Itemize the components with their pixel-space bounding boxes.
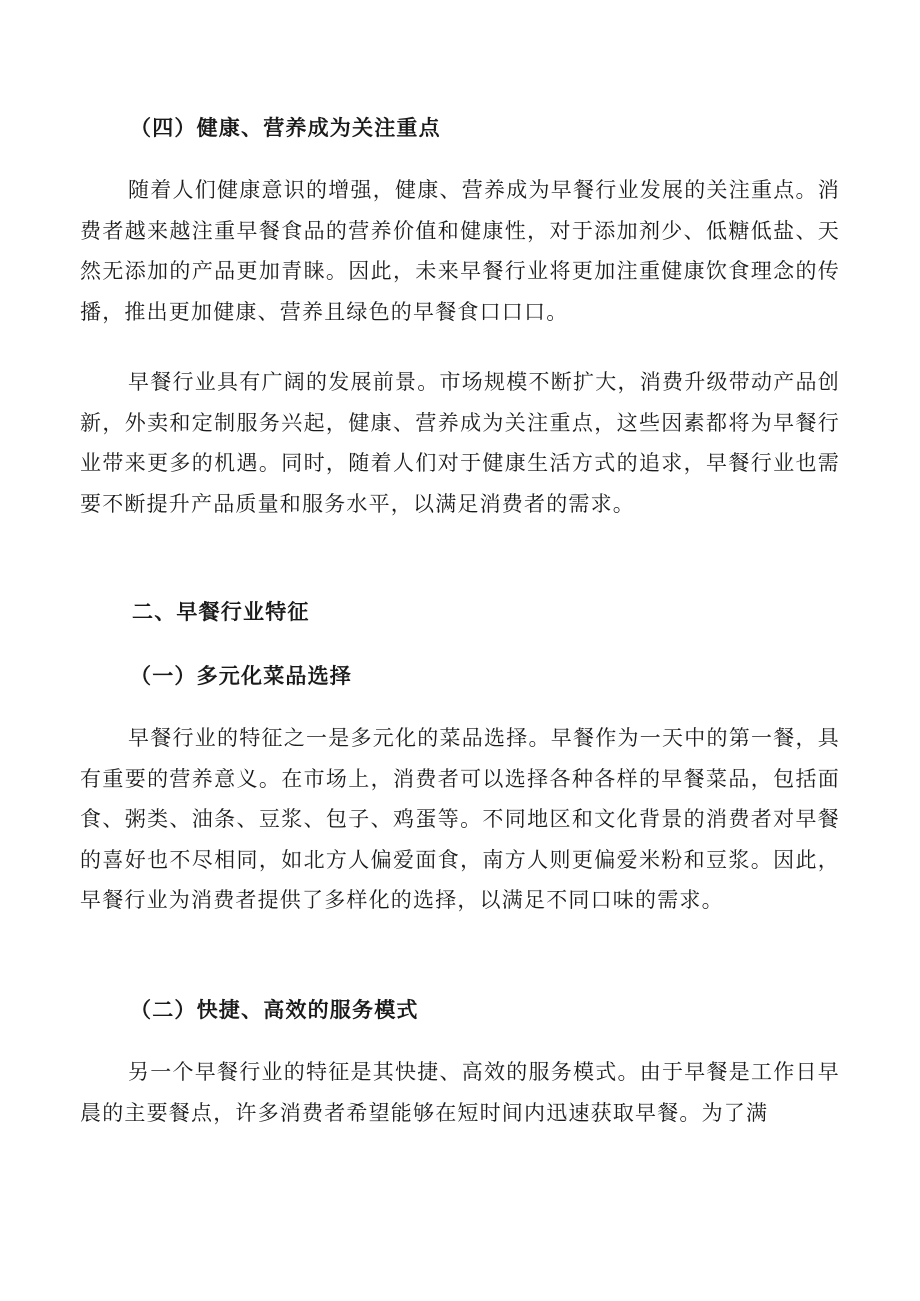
paragraph-industry-prospects: 早餐行业具有广阔的发展前景。市场规模不断扩大，消费升级带动产品创新，外卖和定制服务兴起，健康、营养成为关注重点，这些因素都将为早餐行业带来更多的机遇。同时，随着人们对于健康生活方式的追求，早餐行业也需要不断提升产品质量和服务水平，以满足消费者的需求。	[80, 370, 840, 516]
section-heading-fast-service: （二）快捷、高效的服务模式	[130, 997, 419, 1022]
paragraph-health-awareness: 随着人们健康意识的增强，健康、营养成为早餐行业发展的关注重点。消费者越来越注重早餐食品的营养价值和健康性，对于添加剂少、低糖低盐、天然无添加的产品更加青睐。因此，未来早餐行业将更加注重健康饮食理念的传播，推出更加健康、营养且绿色的早餐食口口口。	[80, 178, 840, 324]
paragraph-fast-service: 另一个早餐行业的特征是其快捷、高效的服务模式。由于早餐是工作日早晨的主要餐点，许多消费者希望能够在短时间内迅速获取早餐。为了满	[80, 1060, 840, 1125]
chapter-heading-industry-features: 二、早餐行业特征	[132, 599, 310, 624]
section-heading-diverse-menu: （一）多元化菜品选择	[130, 663, 352, 688]
paragraph-diverse-menu: 早餐行业的特征之一是多元化的菜品选择。早餐作为一天中的第一餐，具有重要的营养意义。在市场上，消费者可以选择各种各样的早餐菜品，包括面食、粥类、油条、豆浆、包子、鸡蛋等。不同地区和文化背景的消费者对早餐的喜好也不尽相同，如北方人偏爱面食，南方人则更偏爱米粉和豆浆。因此，早餐行业为消费者提供了多样化的选择，以满足不同口味的需求。	[80, 726, 840, 912]
section-heading-health-nutrition: （四）健康、营养成为关注重点	[130, 115, 441, 140]
